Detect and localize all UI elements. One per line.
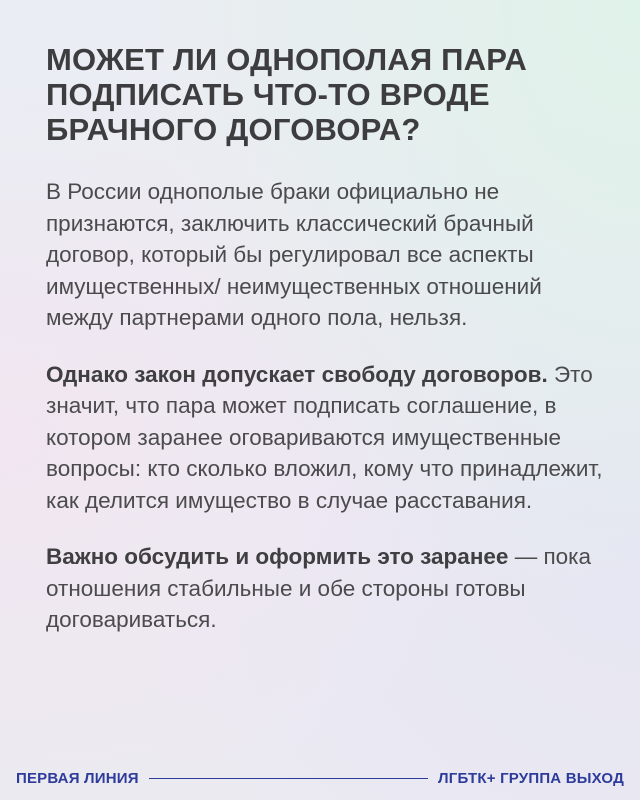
paragraph-freedom-of-contract-text: Это значит, что пара может подписать соглашение, в котором заранее оговариваются имущественные вопросы: кто сколько вложил, кому что принадлежит, как делится имущество в случае расставания. — [46, 361, 603, 513]
paragraph-advice-bold: Важно обсудить и оформить это заранее — [46, 544, 509, 569]
paragraph-intro — [46, 176, 606, 334]
footer — [16, 766, 624, 790]
footer-brand-right: ЛГБТК+ ГРУППА ВЫХОД — [438, 769, 624, 787]
paragraph-advice-text: — пока отношения стабильные и обе стороны готовы договариваться. — [46, 544, 591, 632]
footer-divider — [149, 778, 428, 779]
paragraph-advice — [46, 541, 606, 636]
footer-brand-left: ПЕРВАЯ ЛИНИЯ — [16, 769, 139, 787]
paragraph-freedom-of-contract — [46, 359, 606, 517]
paragraph-intro-text: В России однополые браки официально не признаются, заключить классический брачный договор, который бы регулировал все аспекты имущественных/ неимущественных отношений между партнерами одного пола, нельзя. — [46, 179, 542, 330]
article-body — [46, 176, 606, 661]
page-title: МОЖЕТ ЛИ ОДНОПОЛАЯ ПАРА ПОДПИСАТЬ ЧТО-ТО ВРОДЕ БРАЧНОГО ДОГОВОРА? — [46, 42, 527, 147]
paragraph-freedom-of-contract-bold: Однако закон допускает свободу договоров. — [46, 361, 548, 387]
